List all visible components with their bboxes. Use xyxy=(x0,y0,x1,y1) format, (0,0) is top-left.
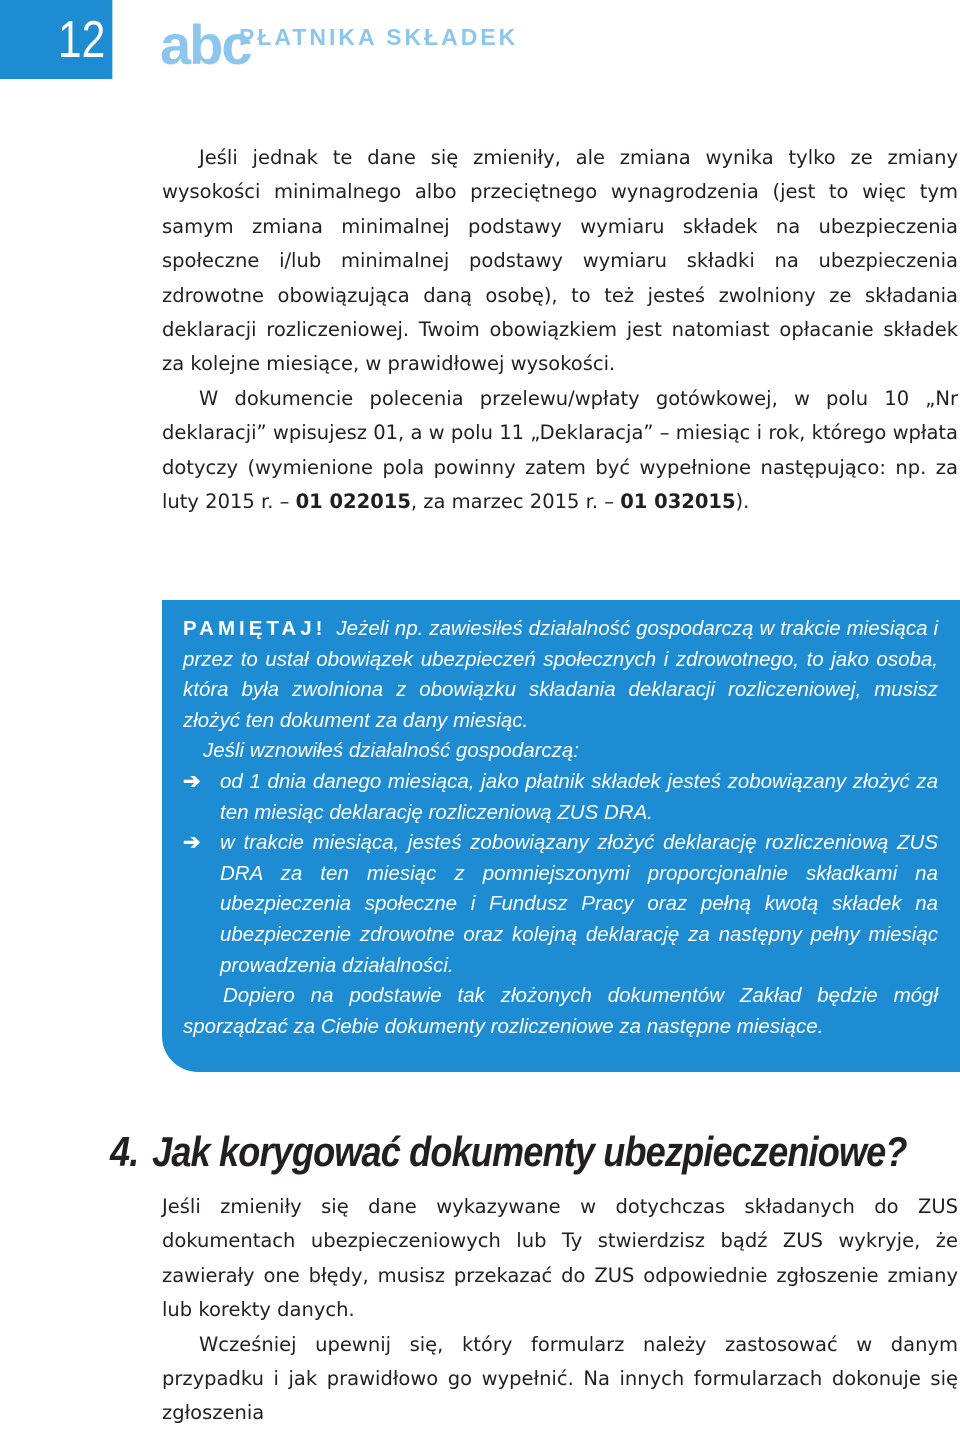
remember-item-2: ➔ w trakcie miesiąca, jesteś zobowiązany złożyć deklarację rozliczeniową ZUS DRA za ten miesiąc z pomniejszonymi proporcjonalnie składkami na ubezpieczenia społeczne i Fundusz Pracy oraz pełną kwotą składek na ubezpieczenie zdrowotne oraz kolejną deklarację za następny pełny miesiąc prowadzenia działalności. xyxy=(183,828,938,981)
remember-callout xyxy=(162,600,960,1072)
section-4-paragraph-2: Wcześniej upewnij się, który formularz należy zastosować w danym przypadku i jak prawidłowo go wypełnić. Na innych formularzach dokonuje się zgłoszenia xyxy=(162,1332,958,1425)
paragraph-2: W dokumencie polecenia przelewu/wpłaty gotówkowej, w polu 10 „Nr deklaracji” wpisujesz 01, a w polu 11 „Deklaracja” – miesiąc i rok, którego wpłata dotyczy (wymienione pola powinny zatem być wypełnione następująco: np. za luty 2015 r. – 01 022015, za marzec 2015 r. – 01 032015). xyxy=(162,386,958,514)
section-4-heading xyxy=(110,1128,907,1176)
section-4-text xyxy=(162,1190,958,1431)
remember-item-1: ➔ od 1 dnia danego miesiąca, jako płatnik składek jesteś zobowiązany złożyć za ten miesiąc deklarację rozliczeniową ZUS DRA. xyxy=(183,767,938,828)
header-abc-logo: abc xyxy=(160,13,251,76)
section-title: Jak korygować dokumenty ubezpieczeniowe? xyxy=(152,1128,907,1175)
paragraph-1: Jeśli jednak te dane się zmieniły, ale zmiana wynika tylko ze zmiany wysokości minimalnego albo przeciętnego wynagrodzenia (jest to więc tym samym zmiana minimalnej podstawy wymiaru składek na ubezpieczenia społeczne i/lub minimalnej podstawy wymiaru składki na ubezpieczenia zdrowotne obowiązująca daną osobę), to też jesteś zwolniony ze składania deklaracji rozliczeniowej. Twoim obowiązkiem jest natomiast opłacanie składek za kolejne miesiące, w prawidłowej wysokości. xyxy=(162,146,958,376)
page-number: 12 xyxy=(57,10,106,69)
remember-label: PAMIĘTAJ! xyxy=(183,617,327,640)
arrow-right-icon: ➔ xyxy=(183,769,201,793)
section-4-paragraph-1: Jeśli zmieniły się dane wykazywane w dotychczas składanych do ZUS dokumentach ubezpieczeniowych lub Ty stwierdzisz bądź ZUS wykryje, że zawierały one błędy, musisz przekazać do ZUS odpowiednie zgłoszenie zmiany lub korekty danych. xyxy=(162,1195,958,1322)
page-number-badge xyxy=(0,0,112,79)
declaration-example-2: 01 032015 xyxy=(620,490,736,514)
section-number: 4. xyxy=(110,1128,139,1175)
declaration-example-1: 01 022015 xyxy=(295,490,411,514)
remember-closing: Dopiero na podstawie tak złożonych dokumentów Zakład będzie mógł sporządzać za Ciebie dokumenty rozliczeniowe za następne miesiące. xyxy=(183,984,938,1038)
intro-text xyxy=(162,141,958,519)
arrow-right-icon: ➔ xyxy=(183,831,201,855)
header-title: PŁATNIKA SKŁADEK xyxy=(239,24,519,50)
remember-resume: Jeśli wznowiłeś działalność gospodarczą: xyxy=(203,739,580,763)
remember-intro: PAMIĘTAJ! Jeżeli np. zawiesiłeś działalność gospodarczą w trakcie miesiąca i przez to ustał obowiązek ubezpieczeń społecznych i zdrowotnego, to jako osoba, która była zwolniona z obowiązku składania deklaracji rozliczeniowej, musisz złożyć ten dokument za dany miesiąc. xyxy=(183,617,938,732)
